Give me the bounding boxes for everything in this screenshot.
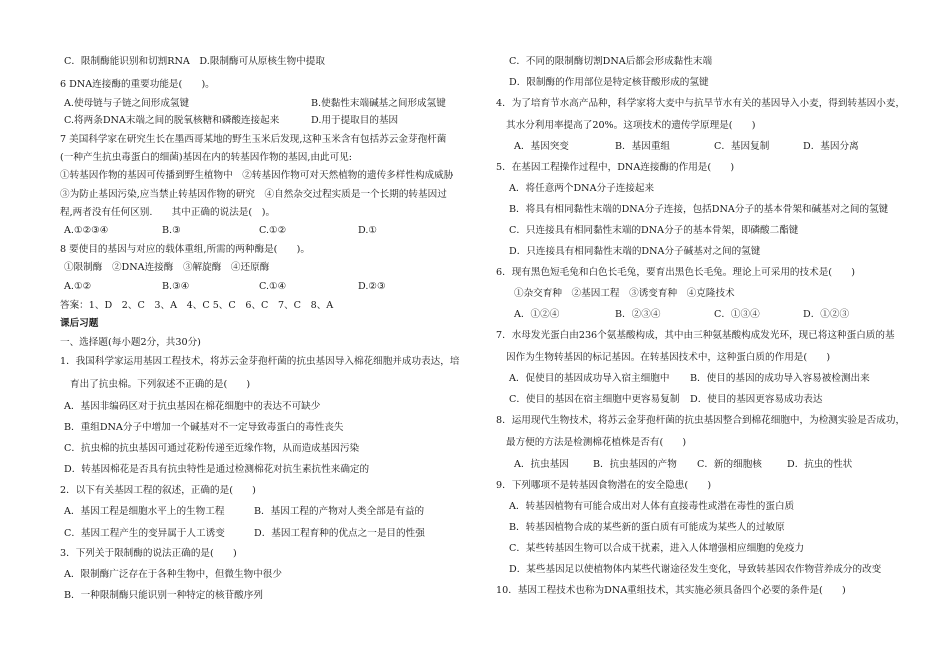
right-text-line: C．使目的基因在宿主细胞中更容易复制: [509, 394, 680, 405]
right-text-line: B．抗虫基因的产物: [593, 459, 677, 470]
right-text-line: B．使目的基因的成功导入容易被检测出来: [690, 373, 870, 384]
left-text-line: B.③④: [162, 281, 190, 292]
left-text-line: B．基因工程的产物对人类全部是有益的: [254, 506, 425, 517]
right-text-line: D．使目的基因更容易成功表达: [690, 394, 823, 405]
right-text-line: 最方便的方法是检测棉花植株是否有( ): [506, 437, 687, 448]
left-text-line: A.①②③④: [64, 225, 109, 236]
left-text-line: 一、选择题(每小题2分，共30分): [60, 337, 201, 348]
left-text-line: C．基因工程产生的变异属于人工诱变: [64, 528, 225, 539]
right-text-line: 9．下列哪项不是转基因食物潜在的安全隐患( ): [496, 480, 712, 491]
left-text-line: ①限制酶 ②DNA连接酶 ③解旋酶 ④还原酶: [64, 262, 270, 273]
right-text-line: B．将具有相同黏性末端的DNA分子连接，包括DNA分子的基本骨架和碱基对之间的氢键: [509, 204, 889, 215]
right-text-line: 6．现有黑色短毛兔和白色长毛兔，要育出黑色长毛兔。理论上可采用的技术是( ): [496, 267, 855, 278]
left-text-line: 6 DNA连接酶的重要功能是( )。: [60, 79, 215, 90]
left-text-line: 育出了抗虫棉。下列叙述不正确的是( ): [70, 379, 251, 390]
right-text-line: C．新的细胞核: [697, 459, 762, 470]
left-text-line: ①转基因作物的基因可传播到野生植物中 ②转基因作物可对天然植物的遗传多样性构成威胁: [60, 170, 454, 181]
right-text-line: C．基因复制: [714, 141, 770, 152]
right-text-line: C．只连接具有相同黏性末端的DNA分子的基本骨架，即磷酸二酯键: [509, 225, 799, 236]
left-text-line: 8 要使目的基因与对应的载体重组,所需的两种酶是( )。: [60, 244, 310, 255]
left-text-line: C.①④: [259, 281, 287, 292]
left-text-line: D．基因工程育种的优点之一是目的性强: [254, 528, 425, 539]
right-text-line: A．①②④: [514, 309, 560, 320]
left-text-line: A．基因非编码区对于抗虫基因在棉花细胞中的表达不可缺少: [64, 401, 321, 412]
left-text-line: 2．以下有关基因工程的叙述，正确的是( ): [60, 485, 256, 496]
right-text-line: B．转基因植物合成的某些新的蛋白质有可能成为某些人的过敏原: [509, 522, 785, 533]
left-text-line: C．抗虫棉的抗虫基因可通过花粉传递至近缘作物，从而造成基因污染: [64, 443, 360, 454]
left-text-line: C．限制酶能识别和切割RNA D.限制酶可从原核生物中提取: [64, 56, 325, 67]
right-text-line: D．限制酶的作用部位是特定核苷酸形成的氢键: [509, 77, 709, 88]
left-text-line: C.将两条DNA末端之间的脱氧核糖和磷酸连接起来: [64, 115, 280, 126]
left-text-line: 课后习题: [60, 318, 99, 329]
left-text-line: B．一种限制酶只能识别一种特定的核苷酸序列: [64, 590, 263, 601]
right-text-line: 其水分利用率提高了20%。这项技术的遗传学原理是( ): [506, 120, 756, 131]
left-text-line: A．限制酶广泛存在于各种生物中，但微生物中很少: [64, 569, 282, 580]
left-text-line: 1．我国科学家运用基因工程技术，将苏云金芽孢杆菌的抗虫基因导入棉花细胞并成功表达，培: [60, 356, 460, 367]
left-text-line: D．转基因棉花是否具有抗虫特性是通过检测棉花对抗生素抗性来确定的: [64, 464, 370, 475]
right-text-line: C．①③④: [714, 309, 760, 320]
left-text-line: 答案：1、D 2、C 3、A 4、C 5、C 6、C 7、C 8、A: [60, 300, 334, 311]
right-text-line: 10．基因工程技术也称为DNA重组技术，其实施必须具备四个必要的条件是( ): [496, 585, 846, 596]
left-text-line: 程,两者没有任何区别. 其中正确的说法是( )。: [60, 207, 276, 218]
left-text-line: 7 美国科学家在研究生长在墨西哥某地的野生玉米后发现,这种玉米含有包括苏云金芽孢杆菌: [60, 134, 447, 145]
right-text-line: B．②③④: [615, 309, 661, 320]
right-text-line: A．促使目的基因成功导入宿主细胞中: [509, 373, 670, 384]
right-text-line: 5．在基因工程操作过程中，DNA连接酶的作用是( ): [496, 162, 735, 173]
left-text-line: B.③: [162, 225, 181, 236]
right-text-line: D．基因分离: [803, 141, 859, 152]
right-text-line: D．抗虫的性状: [787, 459, 853, 470]
left-text-line: (一种产生抗虫毒蛋白的细菌)基因在内的转基因作物的基因,由此可见:: [60, 152, 352, 163]
right-text-line: ①杂交育种 ②基因工程 ③诱变育种 ④克隆技术: [514, 288, 735, 299]
right-text-line: 因作为生物转基因的标记基因。在转基因技术中，这种蛋白质的作用是( ): [506, 352, 831, 363]
right-text-line: 7．水母发光蛋白由236个氨基酸构成，其中由三种氨基酸构成发光环，现已将这种蛋白质的基: [496, 330, 895, 341]
right-text-line: D．只连接具有相同黏性末端的DNA分子碱基对之间的氢键: [509, 246, 761, 257]
right-text-line: D．某些基因足以使植物体内某些代谢途径发生变化，导致转基因农作物营养成分的改变: [509, 564, 882, 575]
right-text-line: A．将任意两个DNA分子连接起来: [509, 183, 655, 194]
right-text-line: D．①②③: [803, 309, 850, 320]
right-text-line: A．抗虫基因: [514, 459, 569, 470]
left-text-line: B.使黏性末端碱基之间形成氢键: [311, 98, 446, 109]
right-text-line: B．基因重组: [615, 141, 671, 152]
left-text-line: A.使母链与子链之间形成氢键: [64, 98, 190, 109]
right-text-line: A．转基因植物有可能合成出对人体有直接毒性或潜在毒性的蛋白质: [509, 501, 795, 512]
left-text-line: 3．下列关于限制酶的说法正确的是( ): [60, 548, 237, 559]
right-text-line: C．某些转基因生物可以合成干扰素，进入人体增强相应细胞的免疫力: [509, 543, 805, 554]
left-text-line: D.②③: [358, 281, 386, 292]
right-text-line: A．基因突变: [514, 141, 569, 152]
left-text-line: A.①②: [64, 281, 92, 292]
left-text-line: A．基因工程是细胞水平上的生物工程: [64, 506, 225, 517]
right-text-line: 8．运用现代生物技术，将苏云金芽孢杆菌的抗虫基因整合到棉花细胞中，为检测实验是否成功，: [496, 415, 906, 426]
left-text-line: B．重组DNA分子中增加一个碱基对不一定导致毒蛋白的毒性丧失: [64, 422, 344, 433]
left-text-line: C.①②: [259, 225, 287, 236]
left-text-line: D.用于提取目的基因: [311, 115, 399, 126]
left-text-line: D.①: [358, 225, 377, 236]
left-text-line: ③为防止基因污染,应当禁止转基因作物的研究 ④自然杂交过程实质是一个长期的转基因过: [60, 189, 447, 200]
right-text-line: C．不同的限制酶切割DNA后都会形成黏性末端: [509, 56, 713, 67]
right-text-line: 4．为了培育节水高产品种，科学家将大麦中与抗旱节水有关的基因导入小麦，得到转基因小麦，: [496, 98, 906, 109]
